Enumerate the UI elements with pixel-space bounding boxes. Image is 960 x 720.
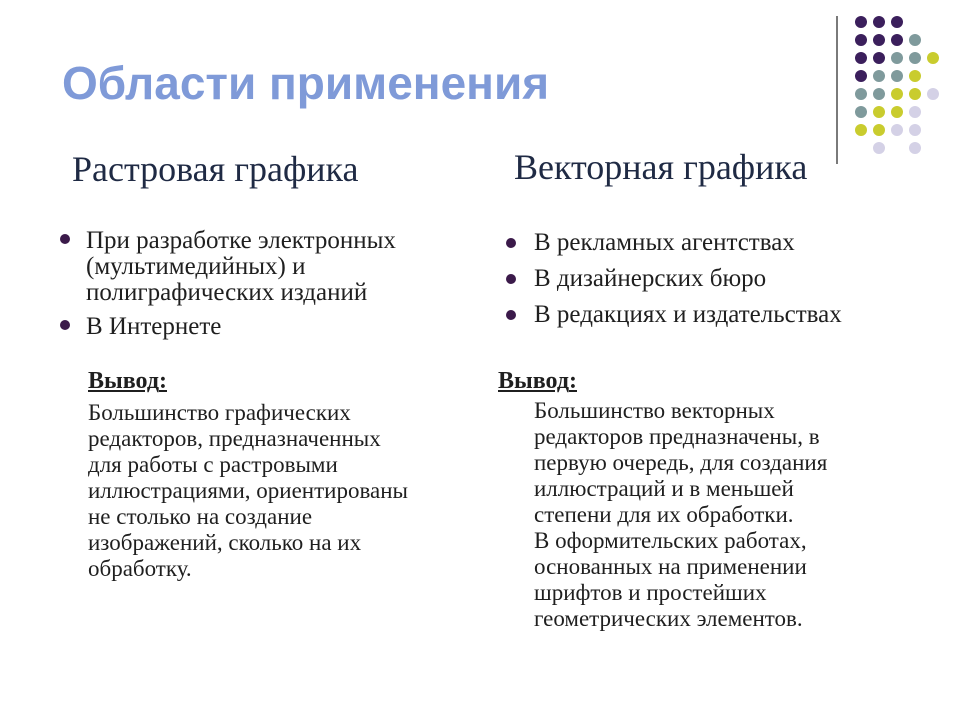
list-item [534,230,934,256]
list-item-line: В Интернете [86,313,222,340]
bullet-icon [60,320,70,330]
conclusion-line: иллюстрациями, ориентированы [88,478,408,503]
decor-dot [891,124,903,136]
decor-dot [891,106,903,118]
decor-dot [855,34,867,46]
decor-dot [909,70,921,82]
conclusion-line: В оформительских работах, [534,528,807,553]
decor-dot [873,16,885,28]
decor-dot [873,106,885,118]
decor-dot [855,16,867,28]
list-item [534,302,934,328]
conclusion-label-text: Вывод [498,368,569,394]
decor-dot [855,88,867,100]
decor-dot [909,142,921,154]
conclusion-line: основанных на применении [534,554,807,579]
decorative-vertical-line [836,16,838,164]
raster-conclusion-label [88,368,167,395]
bullet-icon [506,274,516,284]
decor-dot [873,88,885,100]
decor-dot [927,88,939,100]
vector-conclusion-label [498,368,577,395]
decor-dot [873,52,885,64]
raster-conclusion-text [88,400,408,582]
conclusion-line: изображений, сколько на их [88,530,362,555]
conclusion-line: не столько на создание [88,504,313,529]
decor-dot [891,70,903,82]
list-item-line: В редакциях и издательствах [534,301,842,328]
vector-list [534,230,934,328]
conclusion-line: первую очередь, для создания [534,450,828,475]
conclusion-line: редакторов предназначены, в [534,424,820,449]
conclusion-line: геометрических элементов. [534,606,803,631]
vector-conclusion-text [534,398,827,632]
conclusion-line: степени для их обработки. [534,502,794,527]
decor-dot [855,52,867,64]
conclusion-line: редакторов, предназначенных [88,426,381,451]
conclusion-line: Большинство графических [88,400,351,425]
decor-dot [891,52,903,64]
conclusion-line: обработку. [88,556,192,581]
list-item-line: В рекламных агентствах [534,229,795,256]
decor-dot [873,124,885,136]
decor-dot [873,70,885,82]
list-item [86,314,466,340]
list-item-line: При разработке электронных [86,227,396,254]
list-item [534,266,934,292]
raster-list [86,228,466,340]
conclusion-line: Большинство векторных [534,398,775,423]
conclusion-line: шрифтов и простейших [534,580,767,605]
decor-dot [873,142,885,154]
decor-dot [873,34,885,46]
list-item-line: полиграфических изданий [86,279,368,306]
list-item [86,228,466,306]
conclusion-line: иллюстраций и в меньшей [534,476,794,501]
decor-dot [891,88,903,100]
conclusion-label-text: Вывод [88,368,159,394]
list-item-line: (мультимедийных) и [86,253,306,280]
list-item-line: В дизайнерских бюро [534,265,767,292]
conclusion-line: для работы с растровыми [88,452,338,477]
vector-heading: Векторная графика [514,147,808,187]
bullet-icon [506,310,516,320]
conclusion-colon: : [569,368,577,394]
decor-dot [891,34,903,46]
bullet-icon [506,238,516,248]
slide-title: Области применения [62,57,550,109]
conclusion-colon: : [159,368,167,394]
decor-dot [855,106,867,118]
decor-dot [855,124,867,136]
decor-dot [891,16,903,28]
decor-dot [927,52,939,64]
bullet-icon [60,234,70,244]
decor-dot [909,52,921,64]
decor-dot [909,124,921,136]
decor-dot [909,88,921,100]
decor-dot [909,34,921,46]
decor-dot [855,70,867,82]
decor-dot [909,106,921,118]
raster-heading: Растровая графика [72,149,359,189]
